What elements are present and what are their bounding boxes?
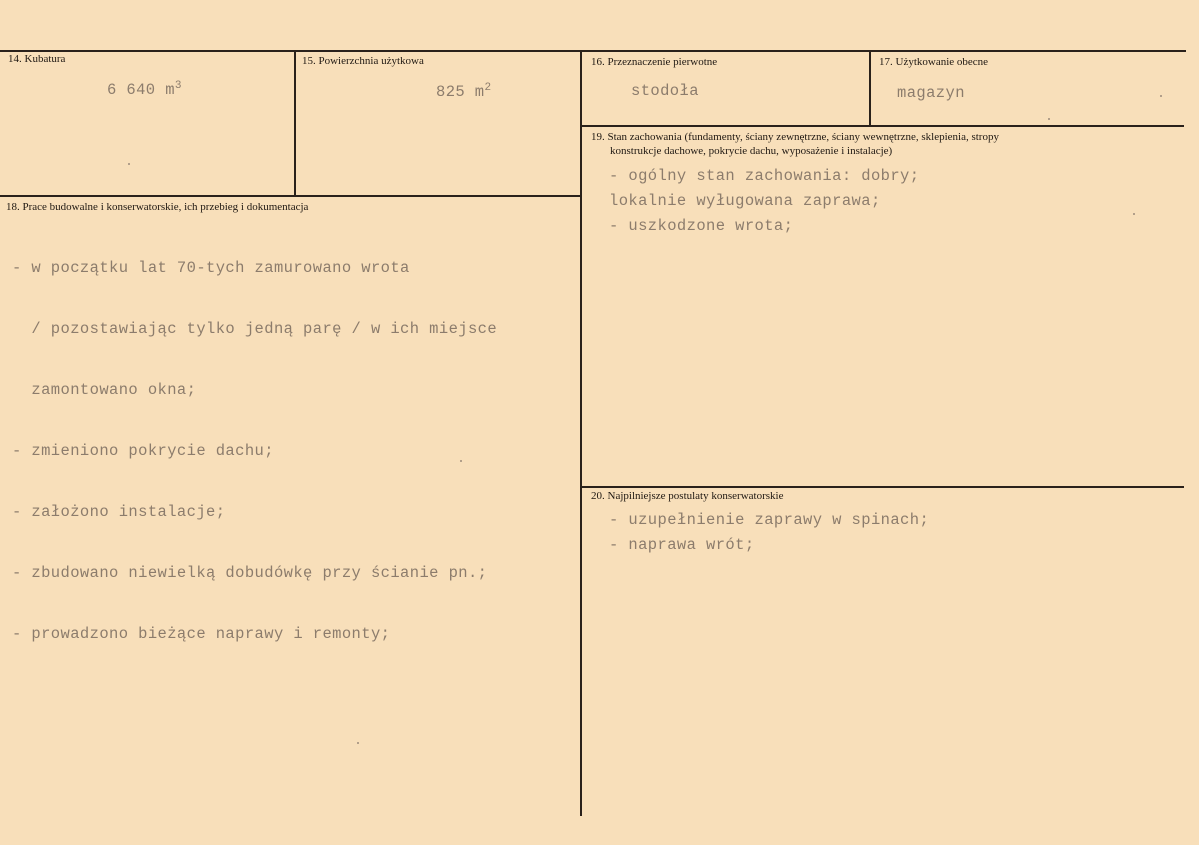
stan-line: lokalnie wyługowana zaprawa; (609, 192, 881, 210)
stan-label-line2: konstrukcje dachowe, pokrycie dachu, wyposażenie i instalacje) (610, 145, 893, 157)
ink-speck (1133, 213, 1135, 215)
ink-speck (460, 460, 462, 462)
ink-speck (128, 163, 130, 165)
uzytkowanie-label: 17. Użytkowanie obecne (879, 56, 989, 68)
top-rule (0, 50, 1186, 52)
divider-14-15 (294, 51, 296, 195)
prace-label: 18. Prace budowalne i konserwatorskie, ich przebieg i dokumentacja (6, 201, 309, 213)
kubatura-value (107, 80, 182, 99)
prace-line: / pozostawiając tylko jedną parę / w ich miejsce (12, 320, 498, 338)
prace-line: - zbudowano niewielką dobudówkę przy ścianie pn.; (12, 564, 488, 582)
powierzchnia-value (436, 82, 492, 101)
uzytkowanie-value: magazyn (897, 84, 965, 102)
prace-text (12, 220, 497, 683)
ink-speck (1048, 118, 1050, 120)
stan-label-line1: 19. Stan zachowania (fundamenty, ściany zewnętrzne, ściany wewnętrzne, sklepienia, stropy (591, 131, 999, 143)
ink-speck (357, 742, 359, 744)
rule-above-20 (582, 486, 1184, 488)
rule-under-16-17 (582, 125, 1184, 127)
prace-line: zamontowano okna; (12, 381, 197, 399)
kubatura-unit-exponent: 3 (174, 80, 182, 92)
rule-under-14-15 (0, 195, 582, 197)
powierzchnia-number: 825 m (436, 83, 485, 102)
powierzchnia-unit-exponent: 2 (484, 82, 492, 94)
postulaty-text (609, 508, 929, 558)
powierzchnia-label: 15. Powierzchnia użytkowa (302, 55, 424, 67)
postulaty-label: 20. Najpilniejsze postulaty konserwatorskie (591, 490, 784, 502)
postulaty-line: - uzupełnienie zaprawy w spinach; (609, 511, 930, 529)
kubatura-number: 6 640 m (107, 81, 175, 100)
stan-line: - ogólny stan zachowania: dobry; (609, 167, 920, 185)
divider-16-17 (869, 51, 871, 125)
prace-line: - prowadzono bieżące naprawy i remonty; (12, 625, 391, 643)
stan-line: - uszkodzone wrota; (609, 217, 794, 235)
prace-line: - założono instalacje; (12, 503, 226, 521)
center-divider (580, 51, 582, 816)
postulaty-line: - naprawa wrót; (609, 536, 755, 554)
ink-speck (1160, 95, 1162, 97)
przeznaczenie-value: stodoła (631, 82, 699, 100)
prace-line: - w początku lat 70-tych zamurowano wrota (12, 259, 410, 277)
przeznaczenie-label: 16. Przeznaczenie pierwotne (591, 56, 718, 68)
stan-text (609, 164, 919, 239)
prace-line: - zmieniono pokrycie dachu; (12, 442, 274, 460)
kubatura-label: 14. Kubatura (8, 53, 66, 65)
